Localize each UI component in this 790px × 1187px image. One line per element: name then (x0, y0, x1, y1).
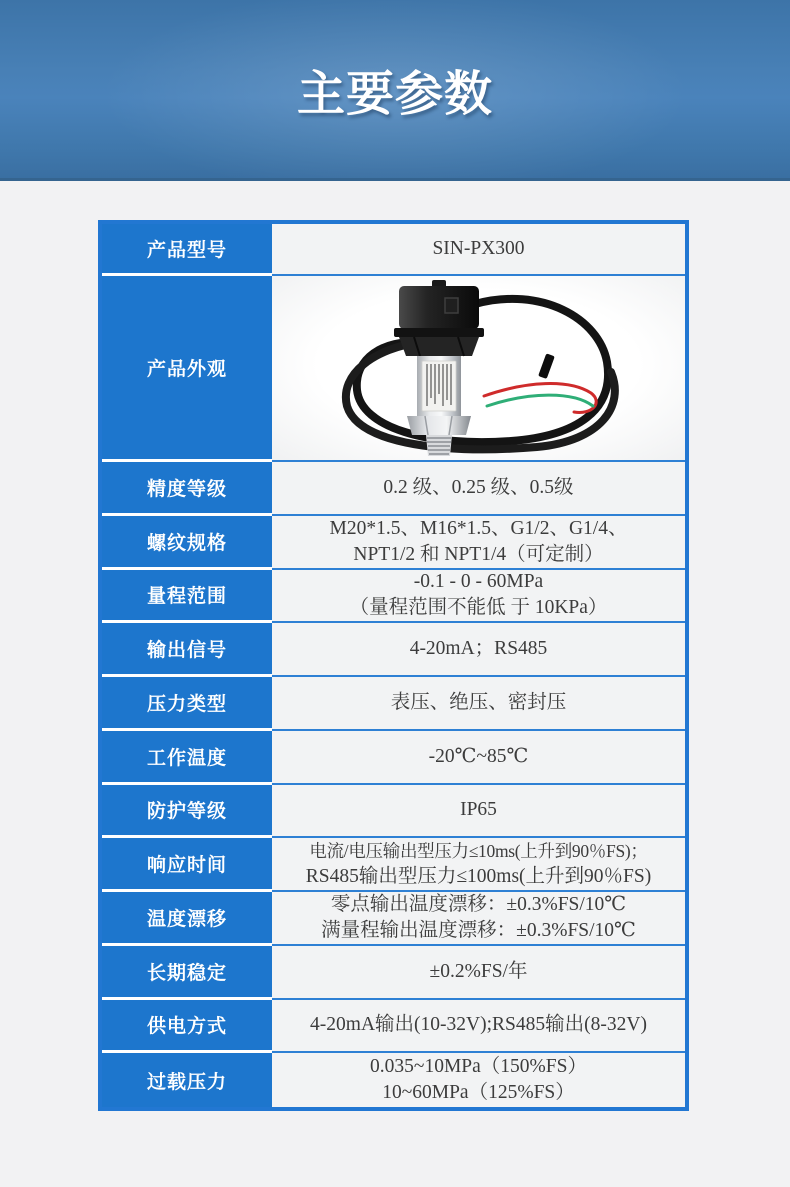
spec-label: 压力类型 (102, 677, 272, 731)
spec-label: 温度漂移 (102, 892, 272, 946)
din-connector (399, 286, 479, 329)
spec-row (102, 677, 685, 731)
spec-value-line: 10~60MPa（125%FS） (382, 1082, 575, 1104)
spec-value (272, 892, 685, 946)
spec-label: 供电方式 (102, 1000, 272, 1054)
spec-value-line: -20℃~85℃ (428, 745, 529, 767)
spec-value-line: -0.1 - 0 - 60MPa (413, 571, 544, 593)
spec-row (102, 224, 685, 276)
spec-value-line: IP65 (460, 799, 497, 821)
spec-value-line: 满量程输出温度漂移：±0.3%FS/10℃ (321, 919, 636, 941)
spec-label: 工作温度 (102, 731, 272, 785)
spec-row (102, 892, 685, 946)
spec-row (102, 516, 685, 570)
spec-value (272, 731, 685, 785)
spec-label: 产品型号 (102, 224, 272, 276)
spec-row (102, 838, 685, 892)
spec-value-line: 零点输出温度漂移：±0.3%FS/10℃ (330, 893, 627, 915)
content-area (0, 220, 790, 1111)
spec-value (272, 785, 685, 839)
spec-label: 精度等级 (102, 462, 272, 516)
spec-value-line: 4-20mA输出(10-32V);RS485输出(8-32V) (310, 1014, 647, 1036)
spec-label: 螺纹规格 (102, 516, 272, 570)
spec-label: 输出信号 (102, 623, 272, 677)
spec-label: 产品外观 (102, 276, 272, 462)
spec-row (102, 785, 685, 839)
spec-label: 防护等级 (102, 785, 272, 839)
spec-row (102, 276, 685, 462)
spec-value (272, 946, 685, 1000)
spec-value (272, 224, 685, 276)
header-banner (0, 0, 790, 181)
spec-value-line: RS485输出型压力≤100ms(上升到90％FS) (305, 866, 652, 888)
page-title: 主要参数 (296, 67, 493, 121)
hex-adapter (399, 337, 479, 356)
spec-label: 过载压力 (102, 1053, 272, 1107)
spec-value (272, 1000, 685, 1054)
spec-row (102, 1000, 685, 1054)
spec-value-line: （量程范围不能低 于 10KPa） (349, 597, 608, 619)
product-photo-cell (272, 276, 685, 462)
spec-value-line: 0.2 级、0.25 级、0.5级 (383, 476, 574, 498)
spec-row (102, 462, 685, 516)
spec-row (102, 1053, 685, 1107)
spec-row (102, 731, 685, 785)
spec-value-line: 电流/电压输出型压力≤10ms(上升到90％FS)； (309, 841, 648, 862)
spec-value (272, 623, 685, 677)
hex-nut (407, 416, 471, 435)
spec-label: 响应时间 (102, 838, 272, 892)
spec-value-line: 4-20mA；RS485 (409, 638, 548, 660)
threaded-fitting (426, 435, 452, 456)
spec-value-line: ±0.2%FS/年 (429, 960, 528, 982)
spec-value-line: M20*1.5、M16*1.5、G1/2、G1/4、 (329, 517, 628, 539)
cable-tie (538, 353, 555, 379)
spec-value (272, 516, 685, 570)
spec-value (272, 462, 685, 516)
spec-value (272, 838, 685, 892)
spec-value-line: NPT1/2 和 NPT1/4（可定制） (353, 543, 604, 565)
spec-value-line: 表压、绝压、密封压 (390, 691, 567, 713)
spec-value-line: SIN-PX300 (432, 238, 525, 259)
wire-green (487, 395, 593, 406)
spec-row (102, 623, 685, 677)
spec-value (272, 1053, 685, 1107)
product-photo (279, 278, 679, 458)
spec-label: 长期稳定 (102, 946, 272, 1000)
spec-value (272, 570, 685, 624)
spec-value (272, 677, 685, 731)
spec-row (102, 946, 685, 1000)
spec-value-line: 0.035~10MPa（150%FS） (370, 1056, 587, 1078)
spec-table (98, 220, 689, 1111)
spec-label: 量程范围 (102, 570, 272, 624)
cable-coil (345, 299, 614, 449)
spec-row (102, 570, 685, 624)
